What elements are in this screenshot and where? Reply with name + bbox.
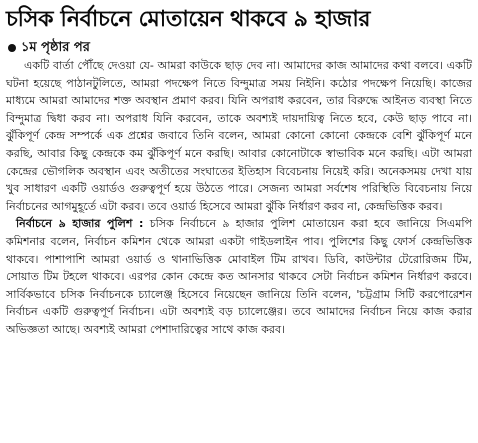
continuation-label: ১ম পৃষ্ঠার পর xyxy=(21,40,90,55)
section-subhead: নির্বাচনে ৯ হাজার পুলিশ : xyxy=(16,217,144,231)
section-body: চসিক নির্বাচনে ৯ হাজার পুলিশ মোতায়েন করা হবে জানিয়ে সিএমপি কমিশনার বলেন, নির্বাচন কমিশন থেকে আমরা একটা গাইডলাইন পাব। পুলিশের কিছু ফোর্স কেন্দ্রভিত্তিক থাকবে। পাশাপাশি আমরা ওয়ার্ড ও থানাভিত্তিক মোবাইল টিম রাখব। ডিবি, কাউন্টার টেরোরিজম টিম, সোয়াত টিম টহলে থাকবে। এরপর কোন কেন্দ্রে কত আনসার থাকবে সেটা নির্বাচন কমিশন নির্ধারণ করবে। সার্বিকভাবে চসিক নির্বাচনকে চ্যালেঞ্জ হিসেবে নিয়েছেন জানিয়ে তিনি বলেন, 'চট্টগ্রাম সিটি করপোরেশন নির্বাচন একটি গুরুত্বপূর্ণ নির্বাচন। এটা অবশ্যই বড় চ্যালেঞ্জের। তবে আমাদের নির্বাচন নিয়ে কাজ করার অভিজ্ঞতা আছে। অবশ্যই আমরা পেশাদারিত্বের সাথে কাজ করব। xyxy=(6,217,473,336)
bullet-icon xyxy=(8,44,16,52)
article-section xyxy=(6,215,472,338)
headline: চসিক নির্বাচনে মোতায়েন থাকবে ৯ হাজার xyxy=(6,7,371,32)
article-paragraph: একটি বার্তা পৌঁছে দেওয়া যে- আমরা কাউকে ছাড় দেব না। আমাদের কাজ আমাদের কথা বলবে। একটি ঘটনা হয়েছে পাঠানটুলিতে, আমরা পদক্ষেপ নিতে বিন্দুমাত্র সময় নিইনি। কঠোর পদক্ষেপ নিয়েছি। কাজের মাধ্যমে আমরা আমাদের শক্ত অবস্থান প্রমাণ করব। যিনি অপরাধ করবেন, তার বিরুদ্ধে আইনত ব্যবস্থা নিতে বিন্দুমাত্র দ্বিধা করব না। অপরাধ যিনি করবেন, তাকে অবশ্যই দায়দায়িত্ব নিতে হবে, কেউ ছাড় পাবে না। ঝুঁকিপূর্ণ কেন্দ্র সম্পর্কে এক প্রশ্নের জবাবে তিনি বলেন, আমরা কোনো কোনো কেন্দ্রকে বেশি ঝুঁকিপূর্ণ মনে করছি, আবার কিছু কেন্দ্রকে কম ঝুঁকিপূর্ণ মনে করছি। আবার কোনোটাকে স্বাভাবিক মনে করছি। এটা আমরা কেন্দ্রের ভৌগলিক অবস্থান এবং অতীতের সংঘাতের ইতিহাস বিবেচনায় নিয়েই করি। অনেকসময় দেখা যায় খুব সাধারণ একটি ওয়ার্ডও গুরুত্বপূর্ণ হয়ে উঠতে পারে। সেজন্য আমরা সর্বশেষ পরিস্থিতি বিবেচনায় নিয়ে নির্বাচনের আগমুহূর্তে এটা করব। তবে ওয়ার্ড হিসেবে আমরা ঝুঁকি নির্ধারণ করব না, কেন্দ্রভিত্তিক করব। xyxy=(6,59,472,213)
continuation-marker xyxy=(8,39,472,57)
